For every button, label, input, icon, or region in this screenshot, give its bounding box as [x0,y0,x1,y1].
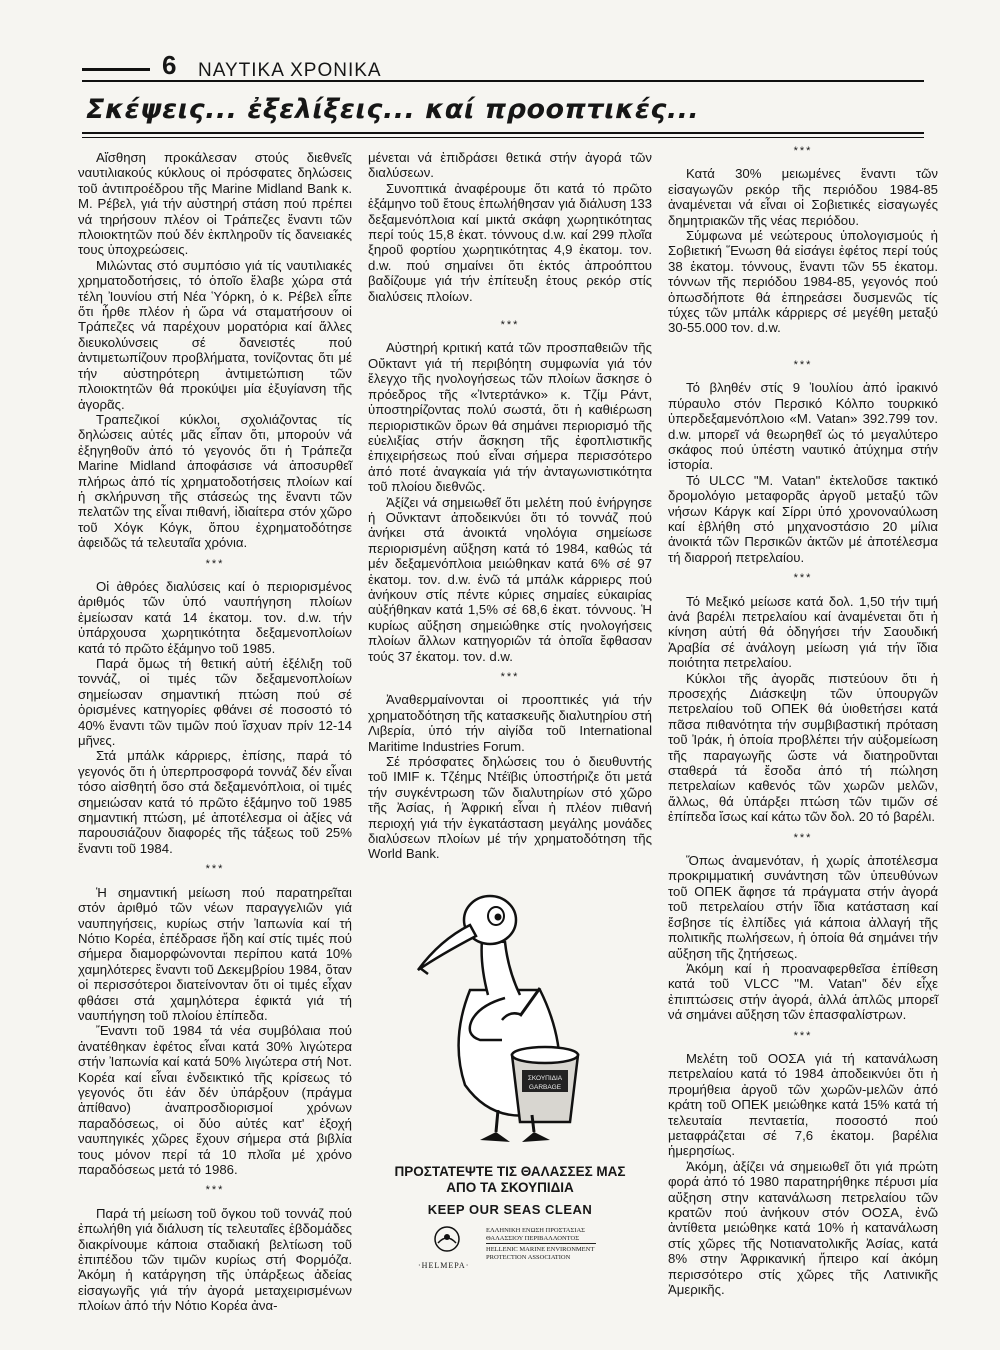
helmepa-emblem-icon [432,1225,462,1259]
column-3 [668,145,938,1298]
helmepa-divider [486,1243,596,1244]
paragraph: Μιλώντας στό συμπόσιο γιά τίς ναυτιλιακές χρηματοδοτήσεις, τό ὁποῖο ἔλαβε χώρα στά τέλη Ἰουνίου στή Νέα Ὑόρκη, ὁ κ. Ρέβελ εἶπε ὅτι ἦρθε πλέον ἡ ὥρα νά σταματήσουν οἱ Τράπεζες νά παρέχουν μορατόρια καί ἄλλες διευκολύνσεις σέ δανειστές πού ἀντιμετωπίζουν προβλήματα, τονίζοντας ὅτι μέ τήν αὐστηρότερη ἀντιμετώπιση τῶν πλοιοκτητῶν θά προκύψει μία ἐξυγίανση τῆς ἀγορᾶς. [78,257,352,412]
helmepa-acronym: ·HELMEPA· [418,1261,470,1270]
paragraph: Αἴσθηση προκάλεσαν στούς διεθνεῖς ναυτιλιακούς κύκλους οἱ πρόσφατες δηλώσεις τοῦ ἀντιπροέδρου τῆς Marine Midland Bank κ. Μ. Ρέβελ, γιά τήν αὐστηρή στάση πού πρέπει νά τηρήσουν πλέον οἱ Τράπεζες ἔναντι τῶν πλοιοκτητῶν πού δέν ἐκπληροῦν τίς δανειακές τους ὑποχρεώσεις. [78,150,352,258]
column-1 [78,150,352,1314]
helmepa-name-english [486,1246,606,1261]
ad-slogan-english: KEEP OUR SEAS CLEAN [427,1202,593,1217]
helmepa-name-greek-line-1: ΕΛΛΗΝΙΚΗ ΕΝΩΣΗ ΠΡΟΣΤΑΣΙΑΣ [486,1227,585,1234]
paragraph: Κύκλοι τῆς ἀγορᾶς πιστεύουν ὅτι ἡ προσεχής Διάσκεψη τῶν ὑπουργῶν πετρελαίου τοῦ ΟΠΕΚ θά ὑιοθετήσει κατά πᾶσα πιθανότητα τήν συμβιβαστική πρόταση τοῦ Ἰράκ, ἡ ὁποία προβλέπει τήν αὐξομείωση τῆς παραγωγῆς ὥστε νά διατηροῦνται σταθερά τά ἔσοδα ἀπό τή πώληση πετρελαίων καθενός τῶν χωρῶν μελῶν, ἄλλως, θά ὑπάρξει πτώση τῶν τιμῶν σέ ἐπίπεδα ἴσως καί κάτω τῶν δολ. 20 τό βαρέλι. [668,670,938,825]
column-2 [368,150,652,862]
masthead [82,50,924,84]
helmepa-advertisement [368,870,652,1270]
paragraph: Σέ πρόσφατες δηλώσεις του ὁ διευθυντής τοῦ IMIF κ. Τζέημς Ντέϊβις ὑποστήριζε ὅτι μετά τήν συγκέντρωση τῶν διαλυτηρίων στό χῶρο τῆς Ἀσίας, ἡ Ἀφρική εἶναι ἡ πλέον πιθανή περιοχή γιά τήν ἐγκατάσταση μεγάλης μονάδες διαλύσεων πλοίων μέ τήν χρηματοδότηση τῆς World Bank. [368,754,652,862]
helmepa-name-greek-line-2: ΘΑΛΑΣΣΙΟΥ ΠΕΡΙΒΑΛΛΟΝΤΟΣ [486,1234,580,1242]
section-separator: *** [793,572,813,585]
paragraph: Ἀκόμη, ἀξίζει νά σημειωθεῖ ὅτι γιά πρώτη φορά ἀπό τό 1980 παρατηρήθηκε πέρυσι μία αὔξηση στην κατανάλωση πετρελαίου τῶν κρατῶν πού ἀνήκουν στόν ΟΟΣΑ, ἐνῶ ἀντίθετα μειώθηκε κατά 10% ἡ κατανάλωση στίς χῶρες τῆς Νοτιανατολικῆς Ἀσίας, κατά 8% στην Ἀφρικανική ἤπειρο καί ἀκόμη περισσότερο στίς χῶρες τῆς Λατινικῆς Ἀμερικῆς. [668,1158,938,1298]
paragraph: Μελέτη τοῦ ΟΟΣΑ γιά τή κατανάλωση πετρελαίου κατά τό 1984 ἀποδεικνύει ὅτι ἡ προμήθεια ἀργοῦ τῶν χωρῶν-μελῶν ἀπό κράτη τοῦ ΟΠΕΚ μειώθηκε κατά 15% κατά τή τελευταία πενταετία, ποσοστό πού μεταφράζεται σέ 7,6 ἑκατομ. βαρέλια ἡμερησίως. [668,1050,938,1159]
section-separator: *** [793,358,813,371]
section-separator: *** [205,863,225,876]
helmepa-name-english-line-1: HELLENIC MARINE ENVIRONMENT [486,1246,595,1253]
paragraph: Τραπεζικοί κύκλοι, σχολιάζοντας τίς δηλώσεις αὐτές μᾶς εἶπαν ὅτι, μπορούν νά ἐξηγηθοῦν ἀπό τό γεγονός ὅτι ἡ Τράπεζα Marine Midland ἀποφάσισε νά ἀποσυρθεῖ πλήρως ἀπό τίς χρηματοδοτήσεις πλοίων καί ἡ σκλήρυνση τῆς στάσεώς της ἔναντι τῶν πελατῶν της εἶναι πιθανή, ἰδιαίτερα στόν χῶρο τοῦ Χόγκ Κόγκ, ὅπου ἐχρηματοδότησε ἀφειδῶς τά τελευταῖα χρόνια. [78,411,352,551]
paragraph: Παρά ὅμως τή θετική αὐτή ἐξέλιξη τοῦ τοννάζ, οἱ τιμές τῶν δεξαμενοπλοίων σημείωσαν σημαντική πτώση πού σέ ὁρισμένες κατηγορίες φθάνει σέ ποσοστό τό 40% ἔναντι τῶν τιμῶν πού ἴσχυαν πρίν 12-14 μῆνες. [78,656,352,749]
paragraph: Τό ULCC "M. Vatan" ἐκτελοῦσε τακτικό δρομολόγιο μεταφορᾶς ἀργοῦ μεταξύ τῶν νήσων Κάργκ καί Σίρρι ὑπό χρονοναύλωση καί ἐβλήθη στό μηχανοστάσιο 20 μίλια ἀνοικτά τῶν Περσικῶν ἀκτῶν μέ ἀποτέλεσμα τή διαρροή πετρελαίου. [668,472,938,565]
masthead-rule-left [82,68,150,71]
article-headline: Σκέψεις... ἐξελίξεις... καί προοπτικές... [86,94,700,125]
section-separator: *** [793,145,813,157]
paragraph: Σύμφωνα μέ νεώτερους ὑπολογισμούς ἡ Σοβιετική Ἕνωση θά εἰσάγει ἐφέτος περί τούς 38 ἑκατομ. τόννους, ἔναντι τῶν 55 ἑκατομ. τόννων τῆς περιόδου 1984-85, γεγονός πού ὁπωσδήποτε θά ἐπηρεάσει δυσμενῶς τίς τύχες τῶν μπάλκ κάρριερς σέ μεγέθη μεταξύ 30-55.000 τον. d.w. [668,228,938,336]
paragraph: Παρά τή μείωση τοῦ ὄγκου τοῦ τοννάζ πού ἐπωλήθη γιά διάλυση τίς τελευταῖες ἑβδομάδες διακρίνουμε κάποια σταδιακή βελτίωση τοῦ ἐπιπέδου τῶν τιμῶν κυρίως στή Φορμόζα. Ἀκόμη ἡ κατάργηση τῆς ὑπάρξεως ἀδείας εἰσαγωγῆς γιά τήν ἀγορά μεταχειρισμένων πλοίων ἀπό τήν Νότιο Κορέα ἀνα- [78,1205,352,1314]
paragraph: Ἡ σημαντική μείωση πού παρατηρεῖται στόν ἀριθμό τῶν νέων παραγγελιῶν γιά ναυπηγήσεις, κυρίως στήν Ἰαπωνία καί τή Νότιο Κορέα, ἐπέδρασε ἤδη καί στίς τιμές πού σήμερα διαμορφώνονται περίπου κατά 10% χαμηλότερες ἔναντι τοῦ Δεκεμβρίου 1984, ὅταν οἱ περισσότεροι διατείνονταν ὅτι οἱ τιμές εἶχαν φθάσει στά χαμηλότερα ἐφικτά γιά τή ναυπήγηση τοῦ πλοίου ἐπίπεδα. [78,884,352,1023]
section-separator: *** [205,1184,225,1197]
paragraph: Τό βληθέν στίς 9 Ἰουλίου ἀπό ἰρακινό πύραυλο στόν Περσικό Κόλπο τουρκικό ὑπερδεξαμενόπλοιο «Μ. Vatan» 392.799 τον. d.w. μπορεῖ νά θεωρηθεῖ ὡς τό μεγαλύτερο σκάφος πού ὑπέστη ναυτικό ἀτύχημα στήν ἱστορία. [668,380,938,473]
section-separator: *** [500,319,520,332]
bin-label-english: GARBAGE [528,1084,562,1091]
bin-label-greek: ΣΚΟΥΠΙΔΙΑ [527,1075,563,1082]
pelican-illustration [410,870,610,1160]
section-separator: *** [500,671,520,683]
section-separator: *** [793,831,813,844]
ad-slogan-greek-line-1: ΠΡΟΣΤΑΤΕΨΤΕ ΤΙΣ ΘΑΛΑΣΣΕΣ ΜΑΣ [394,1164,626,1179]
paragraph: μένεται νά ἐπιδράσει θετικά στήν ἀγορά τῶν διαλύσεων. [368,150,652,181]
section-separator: *** [793,1029,813,1042]
paragraph: Ὅπως ἀναμενόταν, ἡ χωρίς ἀποτέλεσμα προκριμματική συνάντηση τῶν ὑπευθύνων τοῦ ΟΠΕΚ ἄφησε τά πράγματα στήν ἀγορά τοῦ πετρελαίου στήν ἴδια κατάσταση καί ἔσβησε τίς ἐλπίδες γιά κάποια ἀλλαγή τῆς πολιτικῆς πωλήσεων, ἡ ὁποία θά σημάνει τήν αὔξηση τῆς ζητήσεως. [668,853,938,961]
headline-rule-thin [82,137,924,138]
paragraph: Οἱ ἀθρόες διαλύσεις καί ὁ περιορισμένος ἀριθμός τῶν ὑπό ναυπήγηση πλοίων ἐμείωσαν κατά 14 ἑκατομ. τον. d.w. τήν ὑπάρχουσα χωρητικότητα δεξαμενοπλοίων κατά τό πρῶτο ἑξάμηνο τοῦ 1985. [78,578,352,656]
headline-rule [82,132,924,134]
paragraph: Ἀκόμη καί ἡ προαναφερθεῖσα ἐπίθεση κατά τοῦ VLCC "M. Vatan" δέν εἶχε ἐπιπτώσεις στήν ἀγορά, ἀλλά ἁπλῶς μπορεῖ νά σημάνει αὔξηση τῶν ἐπασφαλίστρων. [668,960,938,1023]
paragraph: Αὐστηρή κριτική κατά τῶν προσπαθειῶν τῆς Οὔκταντ γιά τή περιβόητη συμφωνία γιά τόν ἔλεγχο τῆς ηνολογήσεως τῶν πλοίων ἄσκησε ὁ πρόεδρος τῆς «Ἰντερτάνκο» κ. Τζίμ Ράντ, ὑποστηρίζοντας πολύ σωστά, ὅτι ἡ καθιέρωση περιοριστικῶν ὅρων θά σημάνει περιορισμό τῆς εὐελιξίας στήν ἄσκηση τῆς ἐφοπλιστικῆς ἐπιχειρήσεως πού εἶναι σήμερα περισσότερο ἀπό ποτέ ἀναγκαία γιά τήν ἀνταγωνιστικότητα τοῦ πλοίου διεθνῶς. [368,340,652,495]
helmepa-organization [368,1225,652,1275]
masthead-rule [82,80,924,82]
paragraph: Στά μπάλκ κάρριερς, ἐπίσης, παρά τό γεγονός ὅτι ἡ ὑπερπροσφορά τοννάζ δέν εἶναι τόσο αἰσθητή ὅσο στά δεξαμενόπλοια, οἱ τιμές σημειώσαν κατά τό πρῶτο ἑξάμηνο τοῦ 1985 σημαντική πτώση, μέ ἀποτέλεσμα οἱ ἀξίες νά παρουσιάζουν διαφορές τῆς τάξεως τοῦ 25% ἔναντι τοῦ 1984. [78,748,352,856]
section-separator: *** [205,557,225,570]
ad-slogan-greek [368,1164,652,1196]
helmepa-name-english-line-2: PROTECTION ASSOCIATION [486,1253,571,1261]
ad-slogan-greek-line-2: ΑΠΟ ΤΑ ΣΚΟΥΠΙΔΙΑ [446,1180,574,1195]
paragraph: Τό Μεξικό μείωσε κατά δολ. 1,50 τήν τιμή ἀνά βαρέλι πετρελαίου καί ἀναμένεται ὅτι ἡ κίνηση αὐτή θά ὁδηγήσει τήν Σαουδική Ἀραβία σέ ἀνάλογη μείωση γιά τήν ἴδια ποιότητα πετρελαίου. [668,593,938,671]
paragraph: Ἀναθερμαίνονται οἱ προοπτικές γιά τήν χρηματοδότηση τῆς κατασκευῆς διαλυτηρίου στή Λιβερία, ὑπό τήν αἰγίδα τοῦ International Maritime Industries Forum. [368,692,652,754]
helmepa-name-greek [486,1227,606,1242]
paragraph: Συνοπτικά ἀναφέρουμε ὅτι κατά τό πρῶτο ἑξάμηνο τοῦ ἔτους ἐπωλήθησαν γιά διάλυση 133 δεξαμενόπλοια καί μικτά σκάφη χωρητικότητας περί τούς 15,8 ἑκατ. τόννους d.w. καί 299 πλοῖα ξηροῦ φορτίου χωρητικότητας 4,9 ἑκατομ. τον. d.w. πού σημαίνει ὅτι ἐκτός ἀπροόπτου βαδίζουμε γιά τήν ἐπίτευξη ἑτους ρεκόρ στίς διαλύσεις πλοίων. [368,180,652,304]
paragraph: Κατά 30% μειωμένες ἔναντι τῶν εἰσαγωγῶν ρεκόρ τῆς περιόδου 1984-85 ἀναμένεται νά εἶναι οἱ Σοβιετικές εἰσαγωγές δημητριακῶν τῆς νέας περιόδου. [668,166,938,228]
paragraph: Ἀξίζει νά σημειωθεῖ ὅτι μελέτη πού ἐνήργησε ἡ Οὔνκταντ ἀποδεικνύει ὅτι τό τοννάζ πού ἀνήκει στά ἀνοικτά νηολόγια σημείωσε περιορισμένη αὔξηση κατά τό 1984, καθώς τά μέν δεξαμενόπλοια μειώθηκαν κατά 6% σέ 97 ἑκατομ. τον. d.w. ἐνῶ τά μπάλκ κάρριερς πού ἀνήκουν στίς πέντε κύριες σημαίες εὐκαιρίας αὐξήθηκαν κατά 1,5% σέ 68,6 ἑκατ. τόννους. Ἡ κυρίως αὔξηση σημειώθηκε στίς ηνολογήσεις πλοίων ἄλλων κατηγοριῶν τά ὁποῖα ἔφθασαν τούς 37 ἑκατομ. τον. d.w. [368,494,652,664]
paragraph: Ἔναντι τοῦ 1984 τά νέα συμβόλαια πού ἀνατέθηκαν ἐφέτος εἶναι κατά 30% λιγώτερα στήν Ἰαπωνία καί κατά 50% λιγώτερα στή Νοτ. Κορέα καί εἶναι ἐνδεικτικό τῆς κρίσεως τό γεγονός ὅτι ἐάν δέν ὑπάρξουν (πράγμα ἀπίθανο) ἀναπροσδιορισμοί χρόνων παραδόσεως, οἱ δύο αὐτές κατ' ἐξοχή ναυπηγικές χῶρες ἔχουν σήμερα στά βιβλία τους μόνον περί τά 10 πλοῖα μέ χρόνο παραδόσεως μετά τό 1986. [78,1023,352,1177]
page-number: 6 [162,50,177,80]
publication-name: ΝΑΥΤΙΚΑ ΧΡΟΝΙΚΑ [198,60,382,81]
